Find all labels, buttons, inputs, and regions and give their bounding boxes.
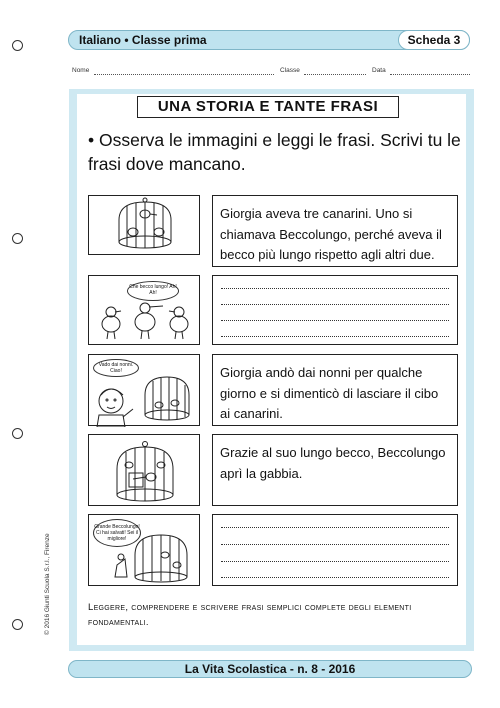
writing-line[interactable] [221, 304, 449, 305]
binder-hole-1 [12, 40, 23, 51]
blank-sentence-box-2[interactable] [212, 275, 458, 345]
picture-panel-3 [88, 354, 200, 426]
date-label: Data [372, 67, 386, 74]
binder-hole-3 [12, 428, 23, 439]
date-field[interactable] [390, 74, 470, 75]
student-info-row [72, 67, 472, 79]
binder-hole-2 [12, 233, 23, 244]
open-cage-illustration [89, 435, 201, 507]
writing-line[interactable] [221, 577, 449, 578]
worksheet-title: UNA STORIA E TANTE FRASI [137, 96, 399, 118]
binder-hole-4 [12, 619, 23, 630]
picture-panel-2 [88, 275, 200, 345]
subject-label: Italiano • Classe prima [79, 33, 207, 47]
learning-objective: Leggere, comprendere e scrivere frasi semplici complete degli elementi fondamentali. [88, 602, 412, 628]
name-label: Nome [72, 67, 90, 74]
picture-panel-5 [88, 514, 200, 586]
header-band [68, 30, 470, 50]
speech-bubble-text: Che becco lungo! Ah! Ah! [129, 284, 177, 296]
sheet-badge: Scheda 3 [398, 30, 470, 50]
canaries-illustration [89, 276, 201, 346]
class-field[interactable] [304, 74, 366, 75]
copyright-notice: © 2016 Giunti Scuola S.r.l., Firenze [44, 533, 51, 635]
girl-and-cage-illustration [89, 355, 201, 427]
sentence-box-4: Grazie al suo lungo becco, Beccolungo aprì la gabbia. [212, 434, 458, 506]
writing-line[interactable] [221, 336, 449, 337]
writing-line[interactable] [221, 544, 449, 545]
birdcage-illustration [89, 196, 201, 256]
footer-text: La Vita Scolastica - n. 8 - 2016 [184, 662, 356, 676]
blank-sentence-box-5[interactable] [212, 514, 458, 586]
class-label: Classe [280, 67, 300, 74]
writing-line[interactable] [221, 320, 449, 321]
instruction-text: • Osserva le immagini e leggi le frasi. Scrivi tu le frasi dove mancano. [88, 130, 461, 174]
picture-panel-1 [88, 195, 200, 255]
speech-bubble-text: Grande Beccolungo! Ci hai salvati! Sei il migliore! [94, 524, 140, 542]
sentence-box-1: Giorgia aveva tre canarini. Uno si chiamava Beccolungo, perché aveva il becco più lungo rispetto agli altri due. [212, 195, 458, 267]
footer-band [68, 660, 472, 678]
writing-line[interactable] [221, 288, 449, 289]
sentence-box-3: Giorgia andò dai nonni per qualche giorno e si dimenticò di lasciare il cibo ai canarini. [212, 354, 458, 426]
speech-bubble-text: Vado dai nonni. Ciao! [98, 362, 134, 374]
name-field[interactable] [94, 74, 274, 75]
picture-panel-4 [88, 434, 200, 506]
free-canaries-illustration [89, 515, 201, 587]
writing-line[interactable] [221, 561, 449, 562]
writing-line[interactable] [221, 527, 449, 528]
